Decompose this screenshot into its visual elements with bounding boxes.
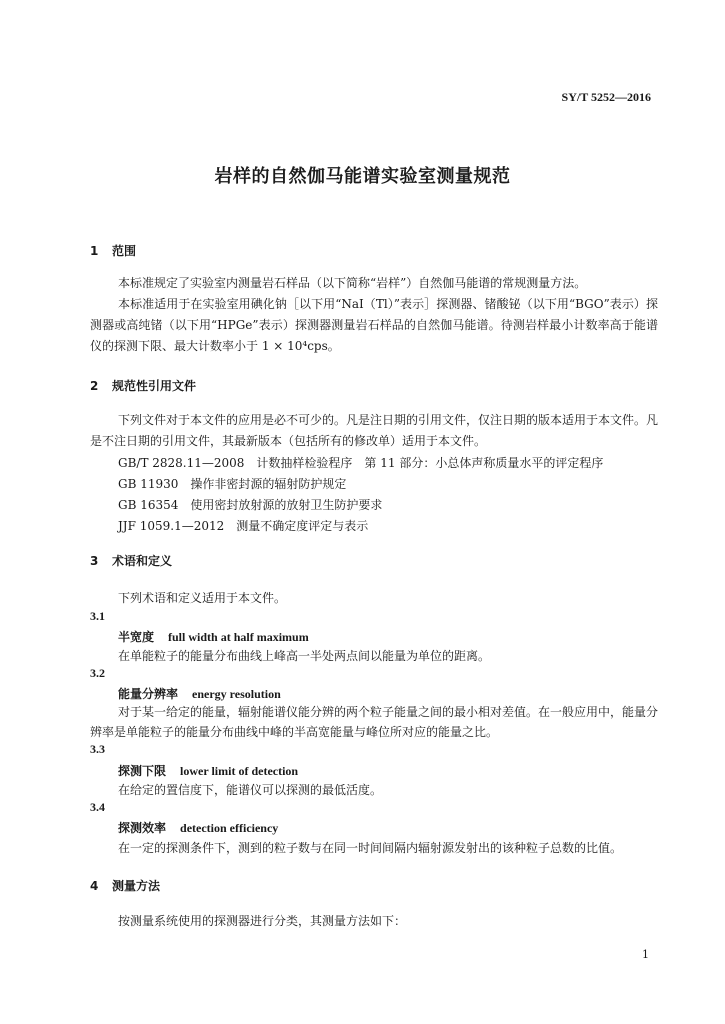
term-english: lower limit of detection <box>180 764 299 778</box>
term-number: 3.3 <box>90 742 105 756</box>
term-chinese: 探测下限 <box>118 764 167 778</box>
standard-code: SY/T 5252—2016 <box>561 90 651 104</box>
term-heading <box>118 685 281 702</box>
term-chinese: 探测效率 <box>118 821 167 835</box>
term-number: 3.1 <box>90 609 105 623</box>
term-english: detection efficiency <box>180 821 279 835</box>
section-title: 规范性引用文件 <box>112 379 197 393</box>
term-english: full width at half maximum <box>168 630 309 644</box>
page-number: 1 <box>642 948 649 961</box>
term-english: energy resolution <box>192 687 281 701</box>
section-1-para-1: 本标准规定了实验室内测量岩石样品（以下简称“岩样”）自然伽马能谱的常规测量方法。 <box>118 276 587 290</box>
document-title: 岩样的自然伽马能谱实验室测量规范 <box>214 166 511 187</box>
term-heading <box>118 819 278 836</box>
term-definition: 在单能粒子的能量分布曲线上峰高一半处两点间以能量为单位的距离。 <box>118 649 491 663</box>
term-number: 3.4 <box>90 800 105 814</box>
section-3-heading <box>90 552 172 569</box>
section-number: 2 <box>90 379 99 393</box>
section-3-intro: 下列术语和定义适用于本文件。 <box>118 591 287 605</box>
section-number: 3 <box>90 554 99 568</box>
reference-item: GB 16354 使用密封放射源的放射卫生防护要求 <box>118 498 383 512</box>
section-1-para-2: 本标准适用于在实验室用碘化钠［以下用“NaI（Tl）”表示］探测器、锗酸铋（以下用“BGO”表示）探测器或高纯锗（以下用“HPGe”表示）探测器测量岩石样品的自然伽马能谱。待测岩样最小计数率高于能谱仪的探测下限、最大计数率小于 1 × 10⁴cps。 <box>90 297 658 353</box>
section-4-heading <box>90 877 160 894</box>
section-title: 范围 <box>112 244 137 258</box>
term-definition: 对于某一给定的能量，辐射能谱仪能分辨的两个粒子能量之间的最小相对差值。在一般应用中，能量分辨率是单能粒子的能量分布曲线中峰的半高宽能量与峰位所对应的能量之比。 <box>90 705 659 739</box>
section-number: 4 <box>90 879 99 893</box>
term-heading <box>118 628 309 645</box>
term-heading <box>118 762 298 779</box>
term-chinese: 能量分辨率 <box>118 687 179 701</box>
term-number: 3.2 <box>90 666 105 680</box>
reference-item: JJF 1059.1—2012 测量不确定度评定与表示 <box>118 519 369 533</box>
section-1-heading <box>90 242 136 259</box>
term-definition: 在给定的置信度下，能谱仪可以探测的最低活度。 <box>118 783 383 797</box>
section-2-heading <box>90 377 196 394</box>
term-chinese: 半宽度 <box>118 630 155 644</box>
reference-item: GB/T 2828.11—2008 计数抽样检验程序 第 11 部分：小总体声称质量水平的评定程序 <box>118 456 604 470</box>
term-definition: 在一定的探测条件下，测到的粒子数与在同一时间间隔内辐射源发射出的该种粒子总数的比值。 <box>118 841 623 855</box>
section-4-intro: 按测量系统使用的探测器进行分类，其测量方法如下： <box>118 914 407 928</box>
section-2-intro: 下列文件对于本文件的应用是必不可少的。凡是注日期的引用文件，仅注日期的版本适用于本文件。凡是不注日期的引用文件，其最新版本（包括所有的修改单）适用于本文件。 <box>90 413 659 448</box>
section-number: 1 <box>90 244 99 258</box>
section-title: 测量方法 <box>112 879 161 893</box>
section-title: 术语和定义 <box>112 554 173 568</box>
reference-item: GB 11930 操作非密封源的辐射防护规定 <box>118 477 347 491</box>
